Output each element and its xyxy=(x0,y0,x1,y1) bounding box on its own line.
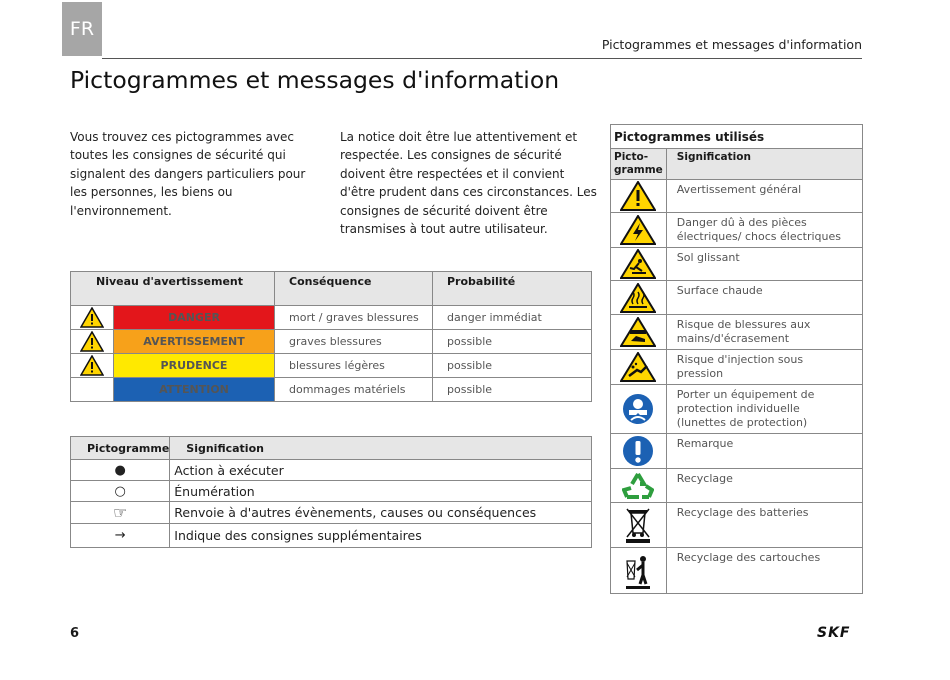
probability-cell: danger immédiat xyxy=(433,306,592,330)
consequence-cell: mort / graves blessures xyxy=(275,306,433,330)
symbols-table-header xyxy=(71,437,592,460)
pictogram-row xyxy=(611,503,863,548)
pictogram-row xyxy=(611,350,863,385)
symbol-meaning: Indique des consignes supplémentaires xyxy=(170,524,592,548)
recycling-icon xyxy=(611,469,667,503)
pictogram-meaning: Risque de blessures aux mains/d'écrasement xyxy=(666,315,862,350)
page-number: 6 xyxy=(70,626,80,641)
warning-row-prudence xyxy=(71,354,592,378)
battery-recycling-icon xyxy=(611,503,667,548)
hot-surface-icon xyxy=(611,281,667,315)
pictogram-meaning: Risque d'injection sous pression xyxy=(666,350,862,385)
slippery-floor-icon xyxy=(611,248,667,281)
probability-cell: possible xyxy=(433,354,592,378)
bullet-filled-icon: ● xyxy=(71,460,170,481)
running-header: Pictogrammes et messages d'information xyxy=(601,37,862,52)
header-meaning: Signification xyxy=(666,149,862,180)
header-pictogram: Picto- gramme xyxy=(611,149,667,180)
warning-triangle-icon xyxy=(71,330,114,354)
warning-triangle-icon xyxy=(71,306,114,330)
header-consequence: Conséquence xyxy=(275,272,433,306)
symbol-meaning: Énumération xyxy=(170,481,592,502)
consequence-cell: blessures légères xyxy=(275,354,433,378)
pictogram-row xyxy=(611,385,863,434)
warning-table-header xyxy=(71,272,592,306)
hand-crush-icon xyxy=(611,315,667,350)
electrical-hazard-icon xyxy=(611,213,667,248)
cartridge-recycling-icon xyxy=(611,548,667,594)
header-divider xyxy=(102,58,862,59)
symbol-row xyxy=(71,524,592,548)
pictogram-row xyxy=(611,548,863,594)
symbol-meaning: Action à exécuter xyxy=(170,460,592,481)
arrow-right-icon: → xyxy=(71,524,170,548)
header-meaning: Signification xyxy=(170,437,592,460)
pictogram-meaning: Porter un équipement de protection individuelle (lunettes de protection) xyxy=(666,385,862,434)
pictogram-row xyxy=(611,434,863,469)
pictogram-row xyxy=(611,180,863,213)
probability-cell: possible xyxy=(433,378,592,402)
page-title: Pictogrammes et messages d'information xyxy=(70,66,560,94)
note-exclamation-icon xyxy=(611,434,667,469)
pictogram-row xyxy=(611,248,863,281)
pictogram-row xyxy=(611,469,863,503)
eye-protection-icon xyxy=(611,385,667,434)
warning-level-table xyxy=(70,271,592,402)
pictogram-meaning: Remarque xyxy=(666,434,862,469)
general-warning-icon xyxy=(611,180,667,213)
level-avertissement: AVERTISSEMENT xyxy=(114,330,275,354)
intro-paragraph-right: La notice doit être lue attentivement et respectée. Les consignes de sécurité doivent être respectées et il convient d'être prudent dans ces circonstances. Les consignes de sécurité doivent être transmises à tout autre utilisateur. xyxy=(340,130,597,237)
pictograms-table-header xyxy=(611,149,863,180)
skf-logo: SKF xyxy=(817,625,851,641)
header-pictogram: Pictogramme xyxy=(71,437,170,460)
pictogram-row xyxy=(611,281,863,315)
pictogram-meaning: Recyclage xyxy=(666,469,862,503)
pictogram-meaning: Recyclage des batteries xyxy=(666,503,862,548)
pressure-injection-icon xyxy=(611,350,667,385)
empty-icon-cell xyxy=(71,378,114,402)
symbol-row xyxy=(71,502,592,524)
level-danger: DANGER xyxy=(114,306,275,330)
pictogram-meaning: Recyclage des cartouches xyxy=(666,548,862,594)
level-attention: ATTENTION xyxy=(114,378,275,402)
pictograms-table xyxy=(610,124,863,594)
bullet-hollow-icon: ○ xyxy=(71,481,170,502)
consequence-cell: graves blessures xyxy=(275,330,433,354)
warning-row-avertissement xyxy=(71,330,592,354)
pictogram-meaning: Danger dû à des pièces électriques/ chocs électriques xyxy=(666,213,862,248)
level-prudence: PRUDENCE xyxy=(114,354,275,378)
probability-cell: possible xyxy=(433,330,592,354)
intro-paragraph-left: Vous trouvez ces pictogrammes avec toutes les consignes de sécurité qui signalent des dangers particuliers pour les personnes, les biens ou l'environnement. xyxy=(70,130,306,218)
header-probability: Probabilité xyxy=(433,272,592,306)
pictogram-meaning: Surface chaude xyxy=(666,281,862,315)
pictogram-row xyxy=(611,213,863,248)
warning-triangle-icon xyxy=(71,354,114,378)
consequence-cell: dommages matériels xyxy=(275,378,433,402)
language-tab: FR xyxy=(62,2,102,56)
symbol-meaning: Renvoie à d'autres évènements, causes ou conséquences xyxy=(170,502,592,524)
warning-row-danger xyxy=(71,306,592,330)
pictogram-meaning: Avertissement général xyxy=(666,180,862,213)
warning-row-attention xyxy=(71,378,592,402)
header-warning-level: Niveau d'avertissement xyxy=(71,272,275,306)
symbol-row xyxy=(71,460,592,481)
pictogram-row xyxy=(611,315,863,350)
symbol-row xyxy=(71,481,592,502)
pictogram-meaning: Sol glissant xyxy=(666,248,862,281)
symbols-table xyxy=(70,436,592,548)
pointing-hand-icon: ☞ xyxy=(71,502,170,524)
pictograms-caption: Pictogrammes utilisés xyxy=(611,125,863,149)
